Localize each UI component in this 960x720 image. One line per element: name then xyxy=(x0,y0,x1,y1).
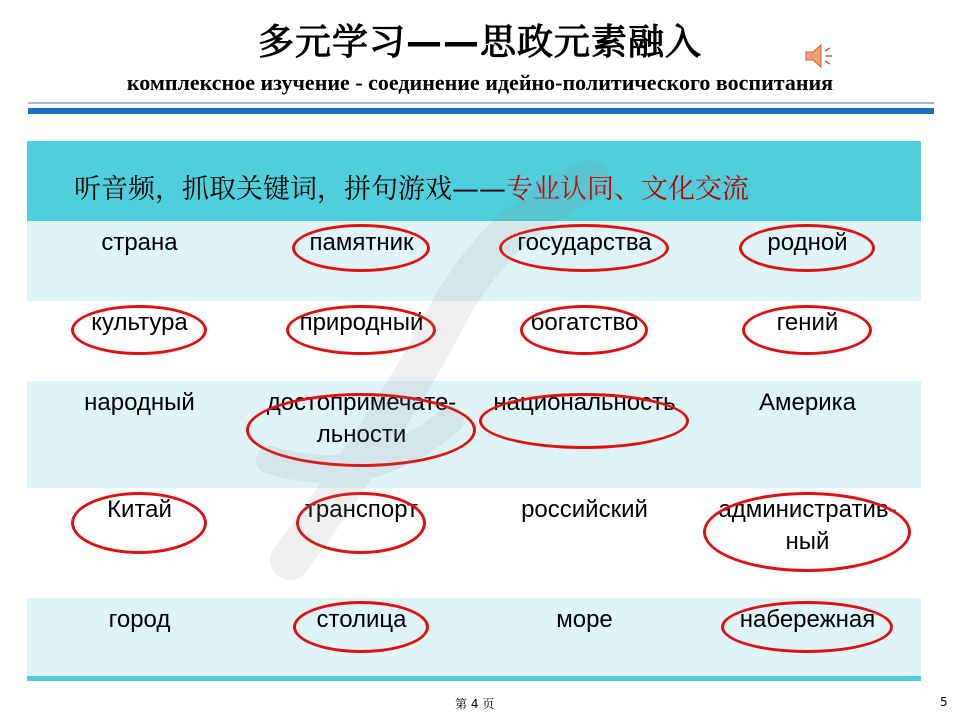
word-cell: памятник xyxy=(309,229,414,256)
circle-annotation xyxy=(721,601,893,653)
circle-annotation xyxy=(293,601,429,653)
circle-annotation xyxy=(520,305,648,355)
word-cell: народный xyxy=(84,389,195,416)
table-row xyxy=(27,488,921,598)
word-cell: государства xyxy=(517,229,652,256)
word-cell: море xyxy=(556,606,613,633)
word-cell: достопримечате- льности xyxy=(266,389,457,448)
slide-title: 多元学习——思政元素融入 xyxy=(257,22,702,63)
word-cell: богатство xyxy=(530,309,639,336)
word-cell: гений xyxy=(776,309,839,336)
table-row xyxy=(27,598,921,676)
circle-annotation xyxy=(71,492,207,554)
word-cell: российский xyxy=(521,496,648,523)
divider-thin xyxy=(28,102,934,104)
circle-annotation xyxy=(292,224,430,272)
word-cell: набережная xyxy=(739,606,876,633)
slide-number: 5 xyxy=(940,695,948,709)
circle-annotation xyxy=(479,393,689,449)
header-instruction: 听音频，抓取关键词，拼句游戏—— xyxy=(74,174,506,205)
header-highlight: 专业认同、文化交流 xyxy=(506,174,749,205)
slide-subtitle: комплексное изучение - соединение идейно-политического воспитания xyxy=(126,70,834,95)
word-cell: административ- ный xyxy=(718,496,897,555)
circle-annotation xyxy=(742,305,872,355)
word-cell: родной xyxy=(767,229,848,256)
word-cell: Китай xyxy=(107,496,172,523)
circle-annotation xyxy=(296,492,426,554)
table-bottom-bar xyxy=(27,676,921,681)
word-cell: транспорт xyxy=(304,496,419,523)
circle-annotation xyxy=(499,224,669,272)
table-row xyxy=(27,221,921,301)
divider-thick xyxy=(28,108,934,114)
table-header xyxy=(27,141,921,221)
footer-page-label: 第 4 页 xyxy=(455,697,495,711)
word-cell: природный xyxy=(299,309,424,336)
word-cell: столица xyxy=(316,606,407,633)
word-cell: страна xyxy=(101,229,178,256)
word-cell: культура xyxy=(91,309,188,336)
table-row xyxy=(27,381,921,488)
speaker-icon[interactable] xyxy=(802,40,834,72)
circle-annotation xyxy=(739,224,875,272)
table-row xyxy=(27,301,921,381)
circle-annotation xyxy=(71,305,207,355)
word-cell: город xyxy=(108,606,171,633)
word-table xyxy=(27,141,921,681)
circle-annotation xyxy=(703,492,911,572)
word-cell: национальность xyxy=(493,389,676,416)
circle-annotation xyxy=(246,393,476,467)
circle-annotation xyxy=(286,305,436,355)
word-cell: Америка xyxy=(759,389,856,416)
